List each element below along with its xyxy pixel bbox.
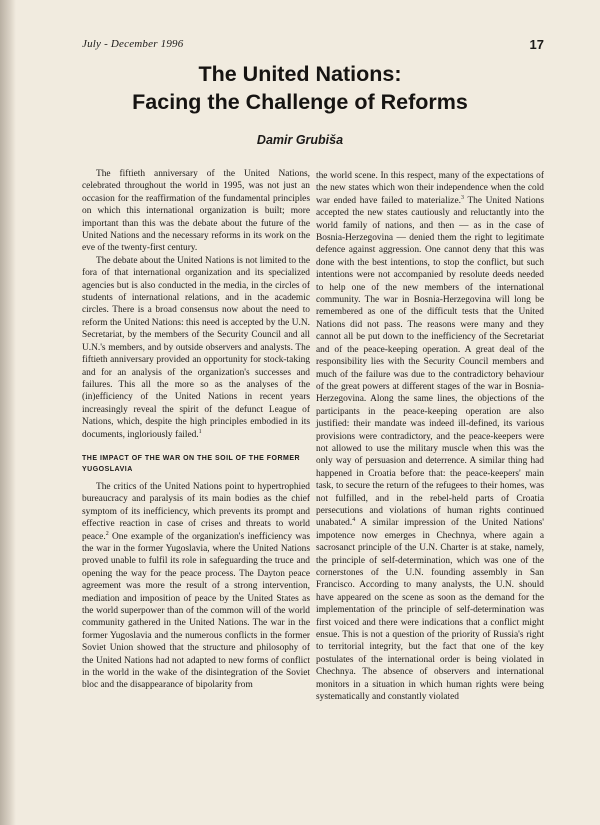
- title-line-2: Facing the Challenge of Reforms: [132, 90, 468, 114]
- running-head: July - December 1996: [82, 38, 184, 50]
- footnote-marker: 3: [460, 194, 464, 201]
- footnote-marker: 4: [352, 517, 356, 524]
- paragraph-text: A similar impression of the United Nations' impotence now emerges in Chechnya, where again a sacrosanct principle of the U.N. Charter is at stake, namely, the principle of self-determination, which was one of the cornerstones of the U.N. founding assembly in San Francisco. According to many analysts, the U.N. should have appeared on the scene as soon as the demand for the implementation of the principle of self-determination was first voiced and there were indications that a conflict might ensue. This is not a question of the priority of Russia's right to territorial integrity, but the fact that one of the key postulates of the international order is being violated in Chechnya. The absence of observers and international monitors in a situation in which human rights were being systematically and constantly violated: [316, 518, 544, 703]
- author-name: Damir Grubiša: [256, 133, 344, 147]
- title-line-1: The United Nations:: [198, 62, 402, 86]
- footnote-marker: 2: [105, 530, 109, 537]
- right-column: [316, 170, 544, 703]
- paragraph-text: One example of the organization's inefficiency was the war in the former Yugoslavia, where the United Nations proved unable to fulfil its role in safeguarding the truce and opening the way for the peace process. The Dayton peace agreement was more the result of a strong intervention, mediation and imposition of peace by the United States as the world superpower than of the common will of the world community gathered in the United Nations. The war in the former Yugoslavia and the numerous conflicts in the former Soviet Union showed that the structure and philosophy of the United Nations had not adapted to new forms of conflict in the world in the wake of the disintegration of the Soviet bloc and the disappearance of bipolarity from: [82, 531, 310, 691]
- paragraph-text: The critics of the United Nations point to hypertrophied bureaucracy and paralysis of its main bodies as the chief symptom of its inefficiency, which prevents its prompt and effective reaction in case of crises and threats to world peace.: [82, 481, 310, 542]
- article-title: [60, 60, 540, 116]
- footnote-marker: 1: [198, 428, 202, 435]
- paragraph-text: The debate about the United Nations is not limited to the fora of that international organization and its specialized agencies but is also conducted in the media, in the circles of students of international relations, and in the academic circles. There is a broad consensus now about the need to reform the United Nations: this need is accepted by the U.N. Secretariat, by the members of the Security Council and all U.N.'s members, and by outside observers and analysts. The fiftieth anniversary provided an opportunity for stock-taking and for an analysis of the organization's successes and failures. This all the more so as the analyses of the (in)efficiency of the United Nations in recent years increasingly reveal the spirit of the defunct League of Nations, which, despite the high principles embodied in its documents, ingloriously failed.: [82, 255, 310, 440]
- binding-shadow: [0, 0, 16, 825]
- paragraph-text: The United Nations accepted the new states cautiously and reluctantly into the world family of nations, and then — as in the case of Bosnia-Herzegovina — denied them the right to legitimate defence against aggression. One cannot deny that this was done with the best intentions, to stop the conflict, but such intentions were not accompanied by resolute deeds needed to help one of the new members of the international community. The war in Bosnia-Herzegovina will long be remembered as one of the difficult tests that the United Nations did not pass. The reasons were many and they cannot all be put down to the inefficiency of the Secretariat and of the peace-keeping operation. A great deal of the responsibility lies with the Security Council members and much of the failure was due to the contradictory behaviour of the great powers at different stages of the war in Bosnia-Herzegovina. Along the same lines, the objections of the participants in the peace-keeping operation are also justified: their mandate was indeed ill-defined, its various provisions were contradictory, and the peace-keepers were not allowed to use the military muscle when this was the only way of persuasion and deterrence. A similar thing had happened in Croatia before that: the peace-keepers' main task, to secure the return of the refugees to their homes, was not fulfilled, and in the rebel-held parts of Croatia persecutions and violations of human rights continued unabated.: [316, 195, 544, 529]
- left-column: [82, 168, 310, 692]
- section-heading: THE IMPACT OF THE WAR ON THE SOIL OF THE FORMER YUGOSLAVIA: [82, 454, 301, 473]
- paragraph-text: the world scene. In this respect, many of the expectations of the new states which won their independence when the cold war ended have failed to materialize.: [316, 171, 544, 206]
- paragraph: The fiftieth anniversary of the United Nations, celebrated throughout the world in 1995, was not just an occasion for the reaffirmation of the fundamental principles on which this international organization is built; more important than this was the debate about the future of the United Nations and the necessary reforms in its work on the eve of the twenty-first century.: [82, 169, 310, 254]
- paragraph: [82, 255, 310, 441]
- paragraph: [316, 170, 544, 703]
- page-number: 17: [529, 37, 544, 52]
- paragraph: [82, 481, 310, 692]
